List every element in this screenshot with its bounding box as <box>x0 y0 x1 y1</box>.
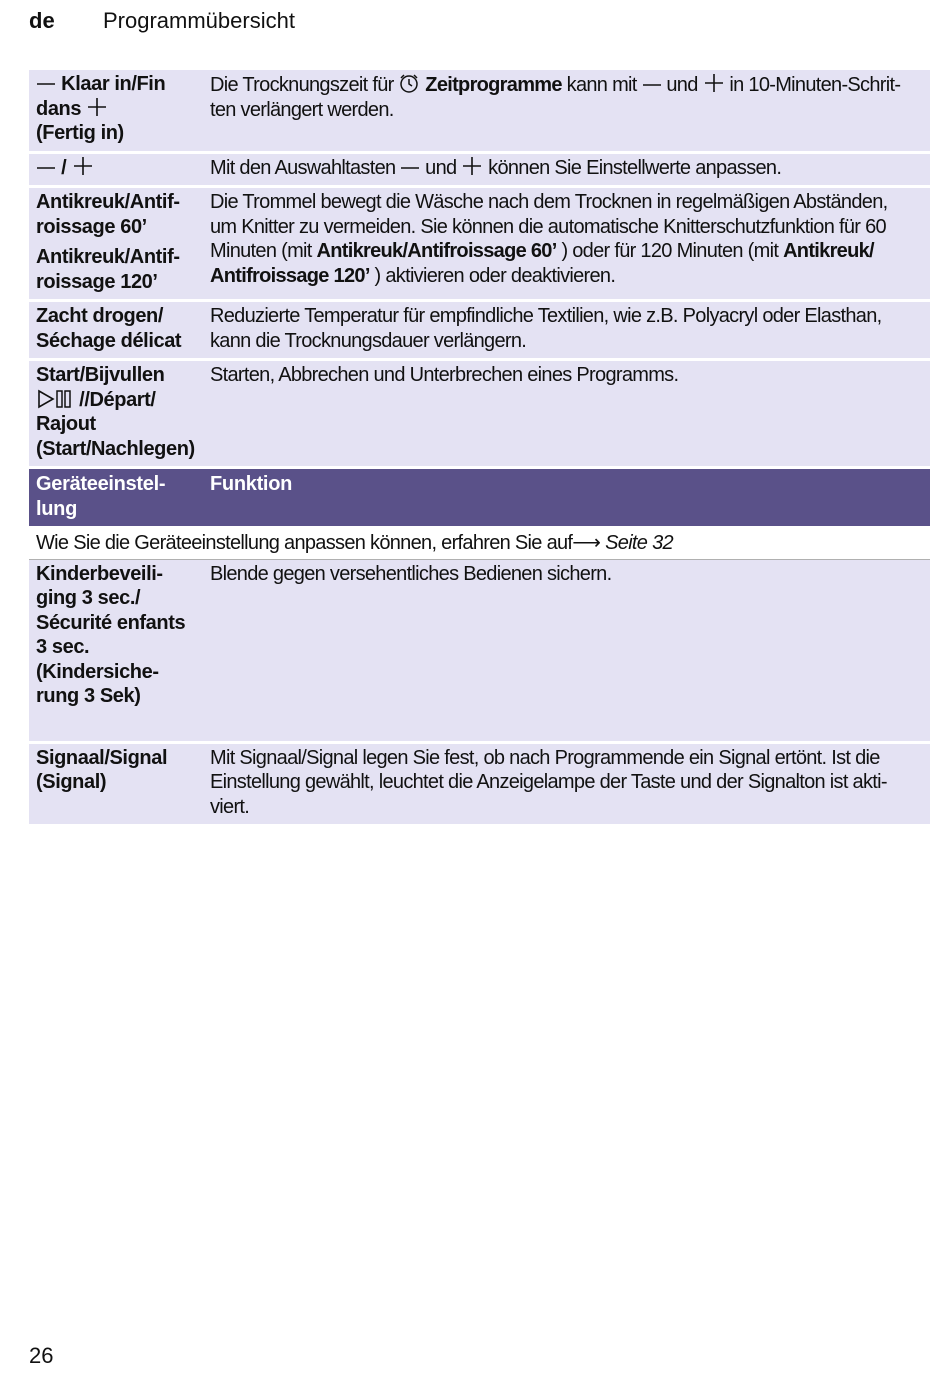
row-description <box>203 187 930 301</box>
row-label-line: Signaal/Signal <box>36 746 168 769</box>
desc-text: Die Trommel bewegt die Wäsche nach dem Trocknen in regelmäßigen Abständen, <box>210 191 888 213</box>
section-header-col1 <box>29 468 203 528</box>
note-text <box>29 528 930 560</box>
row-label-line: Start/Bijvullen <box>36 364 165 386</box>
row-label <box>29 187 203 301</box>
plus-icon <box>86 98 108 118</box>
row-label-line: ging 3 sec./ <box>36 587 141 609</box>
desc-text: Die Trocknungszeit für <box>210 74 394 96</box>
note-row <box>29 528 930 560</box>
row-label-line: //Départ/ <box>79 388 156 411</box>
desc-text: ) oder für 120 Minuten (mit <box>561 240 779 262</box>
plus-icon <box>72 157 94 177</box>
section-header-col2: Funktion <box>203 468 930 528</box>
page-number: 26 <box>29 1343 54 1368</box>
desc-bold-text: Antikreuk/ <box>783 240 874 262</box>
desc-text: viert. <box>210 795 250 818</box>
row-description <box>203 152 930 187</box>
row-label-line: Zacht drogen/ <box>36 305 164 327</box>
row-label-line: rung 3 Sek) <box>36 685 141 707</box>
desc-text: Minuten (mit <box>210 240 312 262</box>
desc-text: ten verlängert werden. <box>210 98 394 121</box>
desc-text: können Sie Einstellwerte anpassen. <box>488 156 782 179</box>
row-label-line: Sécurité enfants <box>36 611 186 634</box>
desc-text: kann mit <box>566 74 637 96</box>
page-title: Programmübersicht <box>103 8 295 33</box>
desc-text: Einstellung gewählt, leuchtet die Anzeigelampe der Taste und der Signalton ist akti- <box>210 771 887 793</box>
plus-icon <box>461 157 483 177</box>
table-row <box>29 360 930 468</box>
row-label-line: (Signal) <box>36 771 107 793</box>
desc-text: Mit den Auswahltasten <box>210 156 396 179</box>
row-label-line: roissage 120’ <box>36 270 158 293</box>
row-description: Blende gegen versehentliches Bedienen sichern. <box>203 559 930 742</box>
desc-text: kann die Trocknungsdauer verlängern. <box>210 329 527 352</box>
row-label-line: Antikreuk/Antif- <box>36 191 180 213</box>
row-label-line: Kinderbeveili- <box>36 562 163 585</box>
desc-text: und <box>666 74 698 96</box>
section-header-line: Geräteeinstel- <box>36 473 166 495</box>
desc-text: um Knitter zu vermeiden. Sie können die automatische Knitterschutzfunktion für 60 <box>210 215 886 238</box>
row-label-line: dans <box>36 97 82 120</box>
plus-icon <box>703 74 725 94</box>
row-label-line: roissage 60’ <box>36 215 147 238</box>
table-row <box>29 301 930 360</box>
row-label <box>29 301 203 360</box>
alarm-clock-icon <box>398 72 420 94</box>
section-header-line: lung <box>36 497 78 520</box>
row-label-line: Antikreuk/Antif- <box>36 246 180 268</box>
row-label-line: (Fertig in) <box>36 122 124 144</box>
row-label-line: 3 sec. <box>36 636 90 658</box>
page-reference-link[interactable]: Seite 32 <box>605 532 673 554</box>
row-label-line: Séchage délicat <box>36 329 182 352</box>
row-label-line: (Kindersiche- <box>36 660 159 683</box>
row-label <box>29 360 203 468</box>
minus-icon <box>400 163 420 177</box>
row-description <box>203 742 930 826</box>
row-label <box>29 70 203 152</box>
row-label <box>29 559 203 742</box>
minus-icon <box>36 163 56 177</box>
desc-text: Reduzierte Temperatur für empfindliche Textilien, wie z.B. Polyacryl oder Elasthan, <box>210 305 882 327</box>
program-overview-table <box>29 70 930 827</box>
table-row <box>29 187 930 301</box>
desc-bold-text: Zeitprogramme <box>425 74 562 96</box>
minus-icon <box>36 79 56 93</box>
minus-icon <box>642 80 662 94</box>
row-label <box>29 742 203 826</box>
section-header-row <box>29 468 930 528</box>
desc-bold-text: Antifroissage 120’ <box>210 264 370 287</box>
note-body: Wie Sie die Geräteeinstellung anpassen können, erfahren Sie auf <box>36 532 573 554</box>
arrow-right-icon: ⟶ <box>572 532 601 554</box>
table-row <box>29 742 930 826</box>
row-label <box>29 152 203 187</box>
row-description <box>203 301 930 360</box>
table-row <box>29 559 930 742</box>
desc-text: Mit Signaal/Signal legen Sie fest, ob nach Programmende ein Signal ertönt. Ist die <box>210 746 880 769</box>
table-row <box>29 152 930 187</box>
row-description: Starten, Abbrechen und Unterbrechen eines Programms. <box>203 360 930 468</box>
desc-text: und <box>425 156 457 179</box>
desc-bold-text: Antikreuk/Antifroissage 60’ <box>316 240 557 262</box>
row-label-separator: / <box>61 156 67 179</box>
row-label-line: Klaar in/Fin <box>61 73 166 95</box>
start-pause-icon <box>36 389 74 409</box>
table-row <box>29 70 930 152</box>
row-description <box>203 70 930 152</box>
row-label-line: Rajout <box>36 413 96 435</box>
desc-text: in 10-Minuten-Schrit- <box>729 74 901 96</box>
desc-text: ) aktivieren oder deaktivieren. <box>374 264 616 287</box>
row-label-line: (Start/Nachlegen) <box>36 437 195 460</box>
language-code: de <box>29 8 55 33</box>
